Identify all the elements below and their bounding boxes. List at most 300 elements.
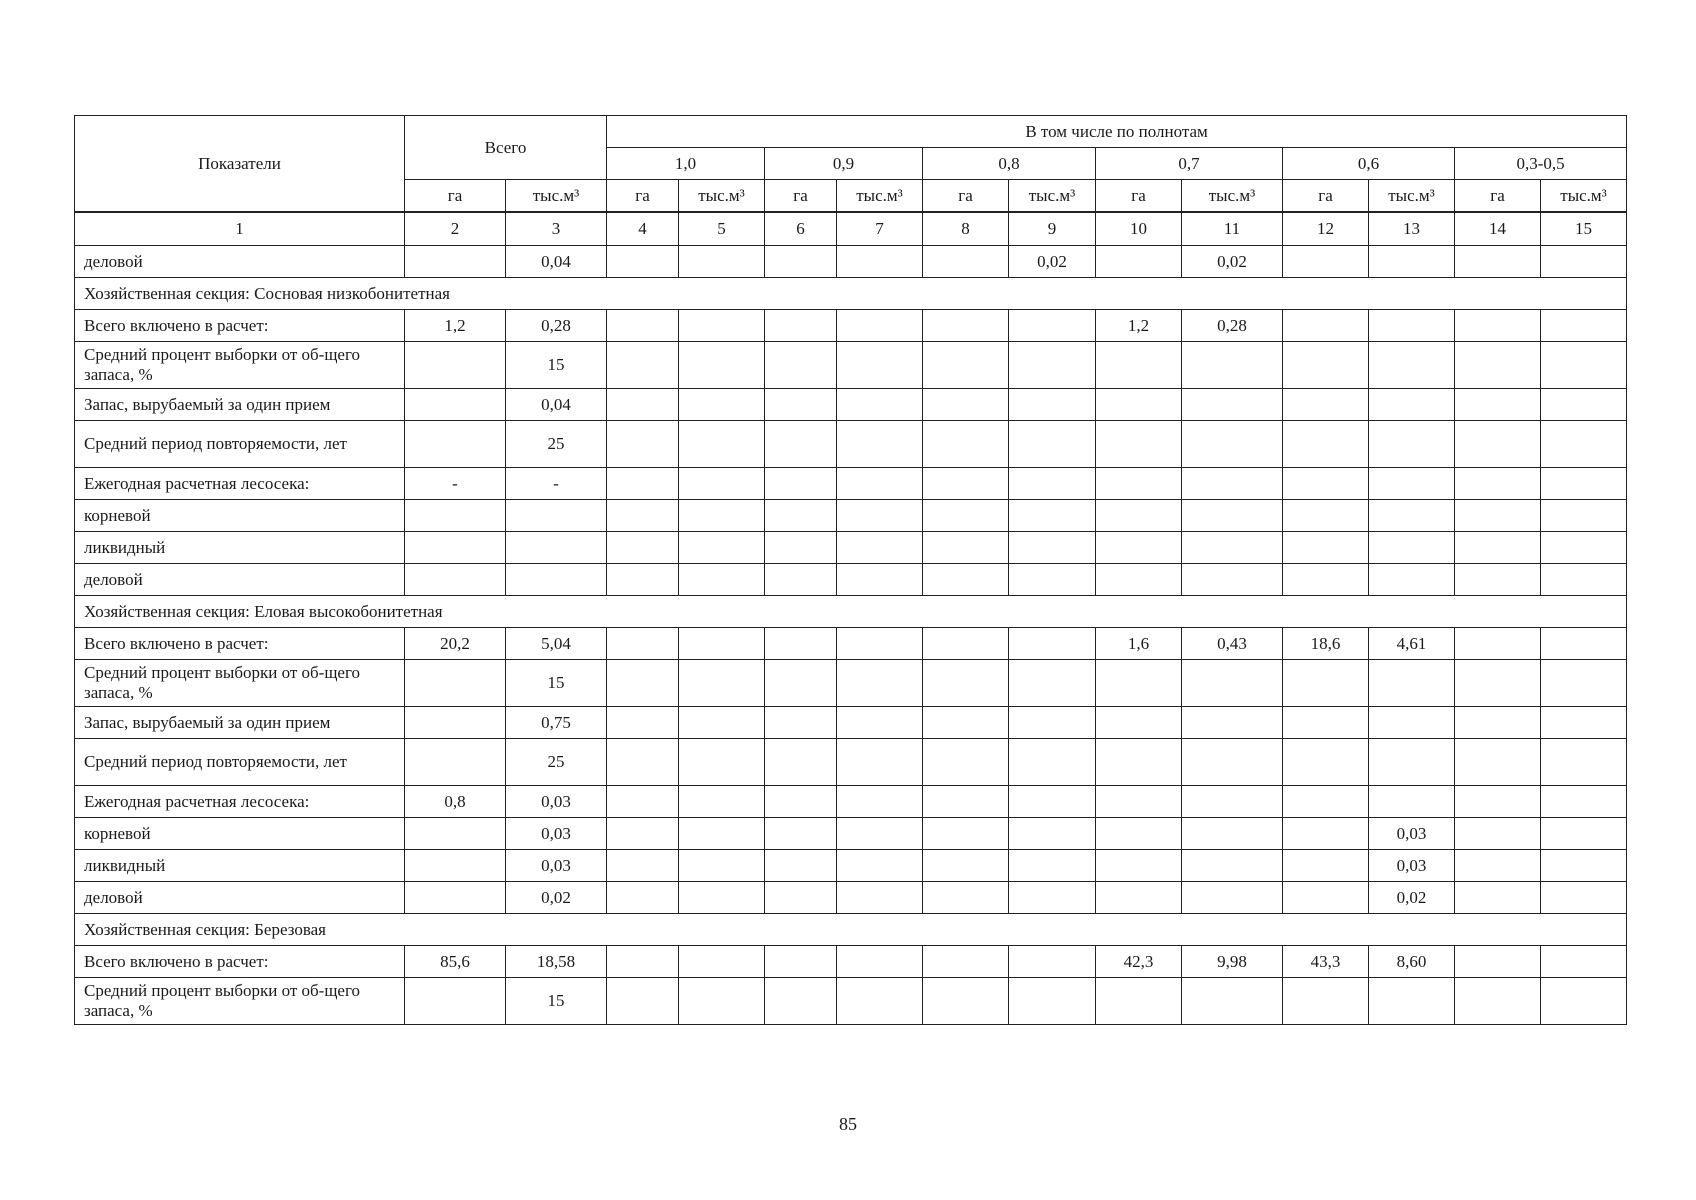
- table-cell: [607, 850, 679, 882]
- table-cell: [837, 564, 923, 596]
- table-cell: [1455, 532, 1541, 564]
- row-label: Запас, вырубаемый за один прием: [75, 707, 405, 739]
- table-cell: [679, 978, 765, 1025]
- table-cell: [1455, 389, 1541, 421]
- table-cell: [1009, 532, 1096, 564]
- table-cell: [1096, 500, 1182, 532]
- table-row: [75, 660, 1627, 707]
- table-cell: [1009, 707, 1096, 739]
- density-header: 1,0: [607, 148, 765, 180]
- table-cell: [837, 532, 923, 564]
- unit-m3: тыс.м³: [1182, 180, 1283, 213]
- table-cell: [1009, 660, 1096, 707]
- table-cell: [1182, 850, 1283, 882]
- table-cell: [1369, 389, 1455, 421]
- table-cell: 15: [506, 978, 607, 1025]
- table-cell: [405, 978, 506, 1025]
- table-cell: [1182, 882, 1283, 914]
- table-cell: [837, 882, 923, 914]
- table-cell: [837, 389, 923, 421]
- unit-ha: га: [607, 180, 679, 213]
- section-title: Хозяйственная секция: Сосновая низкобонитетная: [75, 278, 1627, 310]
- table-cell: [405, 850, 506, 882]
- table-cell: [1009, 389, 1096, 421]
- table-cell: [679, 739, 765, 786]
- table-cell: [1369, 532, 1455, 564]
- document-page: [74, 115, 1622, 1025]
- unit-ha: га: [765, 180, 837, 213]
- table-cell: 0,03: [1369, 818, 1455, 850]
- table-cell: [765, 978, 837, 1025]
- table-cell: [765, 246, 837, 278]
- table-cell: [1369, 786, 1455, 818]
- table-cell: 8,60: [1369, 946, 1455, 978]
- table-cell: [923, 389, 1009, 421]
- table-cell: 0,04: [506, 246, 607, 278]
- table-cell: 1,6: [1096, 628, 1182, 660]
- table-cell: [765, 500, 837, 532]
- table-cell: [923, 818, 1009, 850]
- table-cell: [1455, 850, 1541, 882]
- table-cell: [765, 946, 837, 978]
- table-cell: [1009, 882, 1096, 914]
- table-cell: 0,03: [506, 850, 607, 882]
- row-label: деловой: [75, 882, 405, 914]
- table-cell: [1182, 421, 1283, 468]
- table-cell: 25: [506, 739, 607, 786]
- table-cell: [1009, 421, 1096, 468]
- table-cell: [1369, 310, 1455, 342]
- table-cell: [405, 882, 506, 914]
- table-cell: [1541, 850, 1627, 882]
- table-cell: [1009, 468, 1096, 500]
- row-label: Всего включено в расчет:: [75, 946, 405, 978]
- table-cell: [1009, 310, 1096, 342]
- unit-m3: тыс.м³: [837, 180, 923, 213]
- table-cell: [1455, 246, 1541, 278]
- table-cell: [679, 818, 765, 850]
- column-number: 9: [1009, 212, 1096, 246]
- table-cell: [1541, 310, 1627, 342]
- table-cell: [765, 310, 837, 342]
- table-cell: [765, 468, 837, 500]
- table-cell: [1283, 246, 1369, 278]
- table-cell: [679, 310, 765, 342]
- table-cell: [607, 342, 679, 389]
- table-cell: 0,03: [506, 786, 607, 818]
- section-row: [75, 914, 1627, 946]
- table-cell: [1283, 564, 1369, 596]
- table-cell: [1283, 342, 1369, 389]
- table-cell: [405, 660, 506, 707]
- table-cell: [837, 246, 923, 278]
- unit-m3: тыс.м³: [679, 180, 765, 213]
- column-number: 3: [506, 212, 607, 246]
- table-cell: [607, 421, 679, 468]
- table-cell: [1283, 310, 1369, 342]
- table-cell: [1455, 500, 1541, 532]
- section-title: Хозяйственная секция: Березовая: [75, 914, 1627, 946]
- table-cell: [607, 246, 679, 278]
- table-cell: [765, 628, 837, 660]
- density-header: 0,8: [923, 148, 1096, 180]
- table-cell: [1455, 564, 1541, 596]
- table-cell: 20,2: [405, 628, 506, 660]
- table-cell: [1541, 882, 1627, 914]
- table-row: [75, 707, 1627, 739]
- table-cell: [1283, 739, 1369, 786]
- table-cell: [607, 786, 679, 818]
- table-cell: [1096, 882, 1182, 914]
- table-cell: [1096, 786, 1182, 818]
- section-title: Хозяйственная секция: Еловая высокобонитетная: [75, 596, 1627, 628]
- table-cell: [607, 389, 679, 421]
- table-cell: [837, 946, 923, 978]
- row-label: Ежегодная расчетная лесосека:: [75, 786, 405, 818]
- table-cell: [607, 882, 679, 914]
- table-cell: [765, 739, 837, 786]
- table-cell: [1009, 850, 1096, 882]
- table-cell: [923, 468, 1009, 500]
- table-cell: [1369, 421, 1455, 468]
- table-cell: [506, 564, 607, 596]
- table-row: [75, 532, 1627, 564]
- table-cell: [679, 564, 765, 596]
- column-number: 1: [75, 212, 405, 246]
- table-cell: [1182, 660, 1283, 707]
- table-cell: [1283, 818, 1369, 850]
- row-label: ликвидный: [75, 850, 405, 882]
- table-cell: 0,03: [506, 818, 607, 850]
- table-cell: [1455, 660, 1541, 707]
- table-row: [75, 850, 1627, 882]
- table-cell: [765, 818, 837, 850]
- table-cell: [1009, 786, 1096, 818]
- unit-ha: га: [1283, 180, 1369, 213]
- table-cell: 4,61: [1369, 628, 1455, 660]
- table-row: [75, 468, 1627, 500]
- table-cell: [679, 389, 765, 421]
- table-cell: [1182, 739, 1283, 786]
- table-cell: 15: [506, 342, 607, 389]
- table-cell: [837, 818, 923, 850]
- row-label: Средний период повторяемости, лет: [75, 421, 405, 468]
- page-number: 85: [839, 1114, 857, 1134]
- table-cell: 1,2: [1096, 310, 1182, 342]
- row-label: Ежегодная расчетная лесосека:: [75, 468, 405, 500]
- row-label: ликвидный: [75, 532, 405, 564]
- table-cell: [923, 978, 1009, 1025]
- table-cell: [1283, 468, 1369, 500]
- table-cell: [1455, 946, 1541, 978]
- table-cell: [1541, 500, 1627, 532]
- table-cell: [405, 500, 506, 532]
- table-cell: [1541, 532, 1627, 564]
- table-cell: [1541, 628, 1627, 660]
- table-cell: [1541, 246, 1627, 278]
- table-cell: [607, 628, 679, 660]
- table-cell: [1369, 564, 1455, 596]
- table-cell: [837, 978, 923, 1025]
- table-cell: [1096, 739, 1182, 786]
- table-cell: [1541, 818, 1627, 850]
- column-number: 7: [837, 212, 923, 246]
- table-cell: [1009, 500, 1096, 532]
- table-cell: [1369, 707, 1455, 739]
- row-label: Всего включено в расчет:: [75, 628, 405, 660]
- table-cell: [923, 786, 1009, 818]
- table-cell: 85,6: [405, 946, 506, 978]
- table-cell: [1541, 978, 1627, 1025]
- table-cell: [607, 818, 679, 850]
- table-cell: [765, 882, 837, 914]
- table-cell: [1541, 468, 1627, 500]
- table-cell: [1182, 707, 1283, 739]
- table-cell: [607, 660, 679, 707]
- table-cell: [679, 882, 765, 914]
- table-cell: [1096, 342, 1182, 389]
- table-cell: [1455, 342, 1541, 389]
- column-number: 6: [765, 212, 837, 246]
- table-cell: [607, 946, 679, 978]
- table-cell: [679, 850, 765, 882]
- table-cell: [506, 500, 607, 532]
- table-cell: [1541, 786, 1627, 818]
- table-cell: [1541, 739, 1627, 786]
- table-row: [75, 628, 1627, 660]
- column-number: 11: [1182, 212, 1283, 246]
- section-row: [75, 596, 1627, 628]
- table-cell: [679, 628, 765, 660]
- table-cell: [1009, 342, 1096, 389]
- table-cell: 9,98: [1182, 946, 1283, 978]
- table-cell: [679, 342, 765, 389]
- table-cell: [1541, 564, 1627, 596]
- table-cell: [1455, 882, 1541, 914]
- table-cell: 0,28: [506, 310, 607, 342]
- table-cell: [1455, 628, 1541, 660]
- table-cell: [1283, 786, 1369, 818]
- table-cell: [1455, 468, 1541, 500]
- table-cell: [1182, 389, 1283, 421]
- column-number: 4: [607, 212, 679, 246]
- table-row: [75, 978, 1627, 1025]
- table-cell: [1182, 978, 1283, 1025]
- table-cell: [1283, 421, 1369, 468]
- table-row: [75, 946, 1627, 978]
- table-cell: [607, 564, 679, 596]
- table-cell: 0,03: [1369, 850, 1455, 882]
- table-cell: [1455, 739, 1541, 786]
- table-cell: 5,04: [506, 628, 607, 660]
- table-cell: [1182, 342, 1283, 389]
- table-cell: [837, 850, 923, 882]
- table-row: [75, 246, 1627, 278]
- density-header: 0,3-0,5: [1455, 148, 1627, 180]
- table-cell: [1009, 978, 1096, 1025]
- table-cell: [837, 660, 923, 707]
- table-cell: [1541, 389, 1627, 421]
- unit-m3: тыс.м³: [1009, 180, 1096, 213]
- unit-ha: га: [405, 180, 506, 213]
- table-cell: [1096, 707, 1182, 739]
- table-cell: [405, 564, 506, 596]
- table-cell: [679, 946, 765, 978]
- table-cell: [837, 707, 923, 739]
- table-cell: [405, 739, 506, 786]
- table-cell: [837, 342, 923, 389]
- column-number: 5: [679, 212, 765, 246]
- table-cell: [1283, 882, 1369, 914]
- table-cell: 0,28: [1182, 310, 1283, 342]
- table-cell: 0,43: [1182, 628, 1283, 660]
- table-cell: [1455, 421, 1541, 468]
- table-cell: [765, 342, 837, 389]
- table-cell: [1009, 946, 1096, 978]
- table-cell: [765, 660, 837, 707]
- table-row: [75, 500, 1627, 532]
- row-label: Запас, вырубаемый за один прием: [75, 389, 405, 421]
- table-cell: 43,3: [1283, 946, 1369, 978]
- table-cell: [1283, 389, 1369, 421]
- row-label: Средний процент выборки от об-щего запаса, %: [75, 978, 405, 1025]
- table-cell: [679, 468, 765, 500]
- table-cell: 42,3: [1096, 946, 1182, 978]
- table-cell: [405, 389, 506, 421]
- table-cell: [607, 532, 679, 564]
- table-cell: [837, 786, 923, 818]
- column-number: 12: [1283, 212, 1369, 246]
- table-cell: [405, 421, 506, 468]
- table-cell: [923, 850, 1009, 882]
- table-cell: 0,75: [506, 707, 607, 739]
- table-cell: [837, 421, 923, 468]
- table-cell: [923, 564, 1009, 596]
- density-header: 0,6: [1283, 148, 1455, 180]
- table-cell: [1283, 850, 1369, 882]
- table-cell: [1283, 707, 1369, 739]
- table-cell: [1541, 421, 1627, 468]
- table-cell: 0,02: [1009, 246, 1096, 278]
- table-cell: [765, 389, 837, 421]
- table-cell: [679, 707, 765, 739]
- row-label: корневой: [75, 500, 405, 532]
- section-row: [75, 278, 1627, 310]
- table-cell: [765, 850, 837, 882]
- table-cell: [1009, 564, 1096, 596]
- table-cell: [1182, 468, 1283, 500]
- table-cell: [1455, 786, 1541, 818]
- table-cell: [1369, 660, 1455, 707]
- table-cell: [1369, 978, 1455, 1025]
- column-number: 8: [923, 212, 1009, 246]
- table-cell: [1541, 707, 1627, 739]
- total-header: Всего: [405, 116, 607, 180]
- table-cell: 15: [506, 660, 607, 707]
- table-cell: [1283, 532, 1369, 564]
- table-cell: [1096, 660, 1182, 707]
- table-row: [75, 310, 1627, 342]
- density-header: 0,9: [765, 148, 923, 180]
- table-cell: 25: [506, 421, 607, 468]
- table-cell: [679, 532, 765, 564]
- unit-m3: тыс.м³: [1369, 180, 1455, 213]
- table-cell: [1182, 532, 1283, 564]
- table-cell: [1096, 421, 1182, 468]
- column-number: 14: [1455, 212, 1541, 246]
- unit-ha: га: [1096, 180, 1182, 213]
- table-cell: [1369, 500, 1455, 532]
- table-cell: [1369, 246, 1455, 278]
- table-row: [75, 421, 1627, 468]
- table-cell: [837, 739, 923, 786]
- table-cell: [405, 532, 506, 564]
- table-row: [75, 342, 1627, 389]
- table-cell: [1369, 468, 1455, 500]
- table-cell: [923, 421, 1009, 468]
- table-cell: 0,02: [1182, 246, 1283, 278]
- table-cell: [607, 500, 679, 532]
- table-cell: [1369, 739, 1455, 786]
- table-cell: [837, 468, 923, 500]
- table-cell: [405, 818, 506, 850]
- table-cell: 18,58: [506, 946, 607, 978]
- table-cell: [1182, 786, 1283, 818]
- row-label: корневой: [75, 818, 405, 850]
- table-cell: [1096, 532, 1182, 564]
- table-cell: [1182, 564, 1283, 596]
- table-cell: [679, 660, 765, 707]
- unit-m3: тыс.м³: [1541, 180, 1627, 213]
- table-cell: [405, 707, 506, 739]
- table-cell: [923, 946, 1009, 978]
- table-cell: [1096, 246, 1182, 278]
- table-cell: [765, 532, 837, 564]
- row-label: деловой: [75, 564, 405, 596]
- table-cell: 0,02: [1369, 882, 1455, 914]
- row-label: Средний процент выборки от об-щего запаса, %: [75, 342, 405, 389]
- table-cell: [923, 500, 1009, 532]
- table-cell: [607, 978, 679, 1025]
- table-cell: [765, 421, 837, 468]
- table-row: [75, 564, 1627, 596]
- row-label: Всего включено в расчет:: [75, 310, 405, 342]
- table-row: [75, 786, 1627, 818]
- table-cell: 0,04: [506, 389, 607, 421]
- table-cell: [1455, 310, 1541, 342]
- table-cell: [1283, 500, 1369, 532]
- table-cell: [923, 660, 1009, 707]
- table-cell: 0,8: [405, 786, 506, 818]
- table-cell: [837, 500, 923, 532]
- table-cell: [607, 707, 679, 739]
- table-cell: [1541, 660, 1627, 707]
- table-cell: [607, 739, 679, 786]
- unit-m3: тыс.м³: [506, 180, 607, 213]
- table-cell: [765, 564, 837, 596]
- table-cell: 1,2: [405, 310, 506, 342]
- column-number: 10: [1096, 212, 1182, 246]
- table-cell: [1541, 342, 1627, 389]
- table-cell: [1541, 946, 1627, 978]
- unit-ha: га: [923, 180, 1009, 213]
- table-cell: [607, 468, 679, 500]
- table-cell: [1283, 978, 1369, 1025]
- table-cell: [405, 246, 506, 278]
- header-row: [75, 116, 1627, 148]
- table-row: [75, 739, 1627, 786]
- table-cell: [765, 707, 837, 739]
